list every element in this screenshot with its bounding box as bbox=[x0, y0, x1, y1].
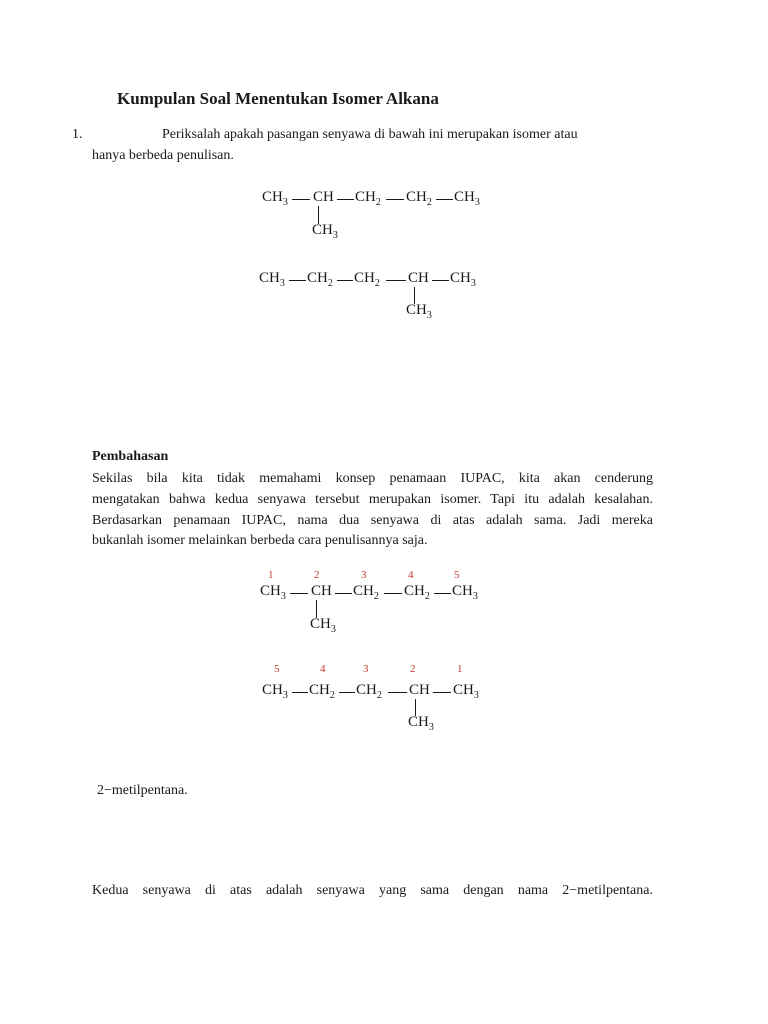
bond bbox=[339, 692, 355, 693]
bond bbox=[292, 692, 308, 693]
bond bbox=[434, 593, 451, 594]
carbon-number: 4 bbox=[408, 569, 414, 581]
bond bbox=[386, 199, 404, 200]
paragraph-line: Sekilas bila kita tidak memahami konsep penamaan IUPAC, kita akan cenderung bbox=[92, 471, 653, 486]
group-ch3: $CH_3$ bbox=[454, 189, 480, 208]
group-ch: CH bbox=[311, 583, 332, 599]
bond bbox=[337, 280, 353, 281]
group-ch3: $CH_3$ bbox=[452, 583, 478, 602]
carbon-number: 5 bbox=[454, 569, 460, 581]
bond bbox=[335, 593, 352, 594]
group-ch3: $CH_3$ bbox=[450, 270, 476, 289]
carbon-number: 3 bbox=[361, 569, 367, 581]
carbon-number: 1 bbox=[457, 663, 463, 675]
group-ch2: $CH_2$ bbox=[354, 270, 380, 289]
group-ch3-branch: $CH_3$ bbox=[312, 222, 338, 241]
group-ch3: $CH_3$ bbox=[262, 682, 288, 701]
group-ch2: $CH_2$ bbox=[356, 682, 382, 701]
bond bbox=[384, 593, 402, 594]
group-ch3-branch: $CH_3$ bbox=[408, 714, 434, 733]
bond bbox=[432, 280, 449, 281]
carbon-number: 3 bbox=[363, 663, 369, 675]
discussion-paragraph bbox=[92, 469, 653, 552]
group-ch2: $CH_2$ bbox=[309, 682, 335, 701]
discussion-heading: Pembahasan bbox=[92, 449, 169, 464]
question-number: 1. bbox=[72, 127, 83, 142]
group-ch3-branch: $CH_3$ bbox=[406, 302, 432, 321]
group-ch: CH bbox=[313, 189, 334, 205]
group-ch: CH bbox=[408, 270, 429, 286]
paragraph-line: mengatakan bahwa kedua senyawa tersebut merupakan isomer. Tapi itu adalah kesalahan. bbox=[92, 491, 653, 507]
bond bbox=[436, 199, 453, 200]
group-ch2: $CH_2$ bbox=[406, 189, 432, 208]
paragraph-line: bukanlah isomer melainkan berbeda cara penulisannya saja. bbox=[92, 533, 428, 549]
group-ch2: $CH_2$ bbox=[404, 583, 430, 602]
carbon-number: 1 bbox=[268, 569, 274, 581]
question-text-line-1: Periksalah apakah pasangan senyawa di bawah ini merupakan isomer atau bbox=[162, 127, 578, 142]
paragraph-line: Berdasarkan penamaan IUPAC, nama dua senyawa di atas adalah sama. Jadi mereka bbox=[92, 512, 653, 528]
bond bbox=[388, 692, 407, 693]
group-ch2: $CH_2$ bbox=[307, 270, 333, 289]
bond bbox=[433, 692, 451, 693]
bond bbox=[337, 199, 354, 200]
group-ch3-branch: $CH_3$ bbox=[310, 616, 336, 635]
bond bbox=[289, 280, 306, 281]
document-title: Kumpulan Soal Menentukan Isomer Alkana bbox=[117, 89, 439, 108]
group-ch: CH bbox=[409, 682, 430, 698]
group-ch3: $CH_3$ bbox=[262, 189, 288, 208]
group-ch2: $CH_2$ bbox=[355, 189, 381, 208]
bond bbox=[290, 593, 308, 594]
group-ch2: $CH_2$ bbox=[353, 583, 379, 602]
group-ch3: $CH_3$ bbox=[259, 270, 285, 289]
bond bbox=[386, 280, 406, 281]
compound-name: 2−metilpentana. bbox=[97, 783, 188, 798]
carbon-number: 5 bbox=[274, 663, 280, 675]
carbon-number: 2 bbox=[314, 569, 320, 581]
bond bbox=[292, 199, 310, 200]
group-ch3: $CH_3$ bbox=[260, 583, 286, 602]
group-ch3: $CH_3$ bbox=[453, 682, 479, 701]
carbon-number: 2 bbox=[410, 663, 416, 675]
carbon-number: 4 bbox=[320, 663, 326, 675]
question-text-line-2: hanya berbeda penulisan. bbox=[92, 148, 234, 163]
conclusion-text: Kedua senyawa di atas adalah senyawa yang sama dengan nama 2−metilpentana. bbox=[92, 883, 653, 898]
